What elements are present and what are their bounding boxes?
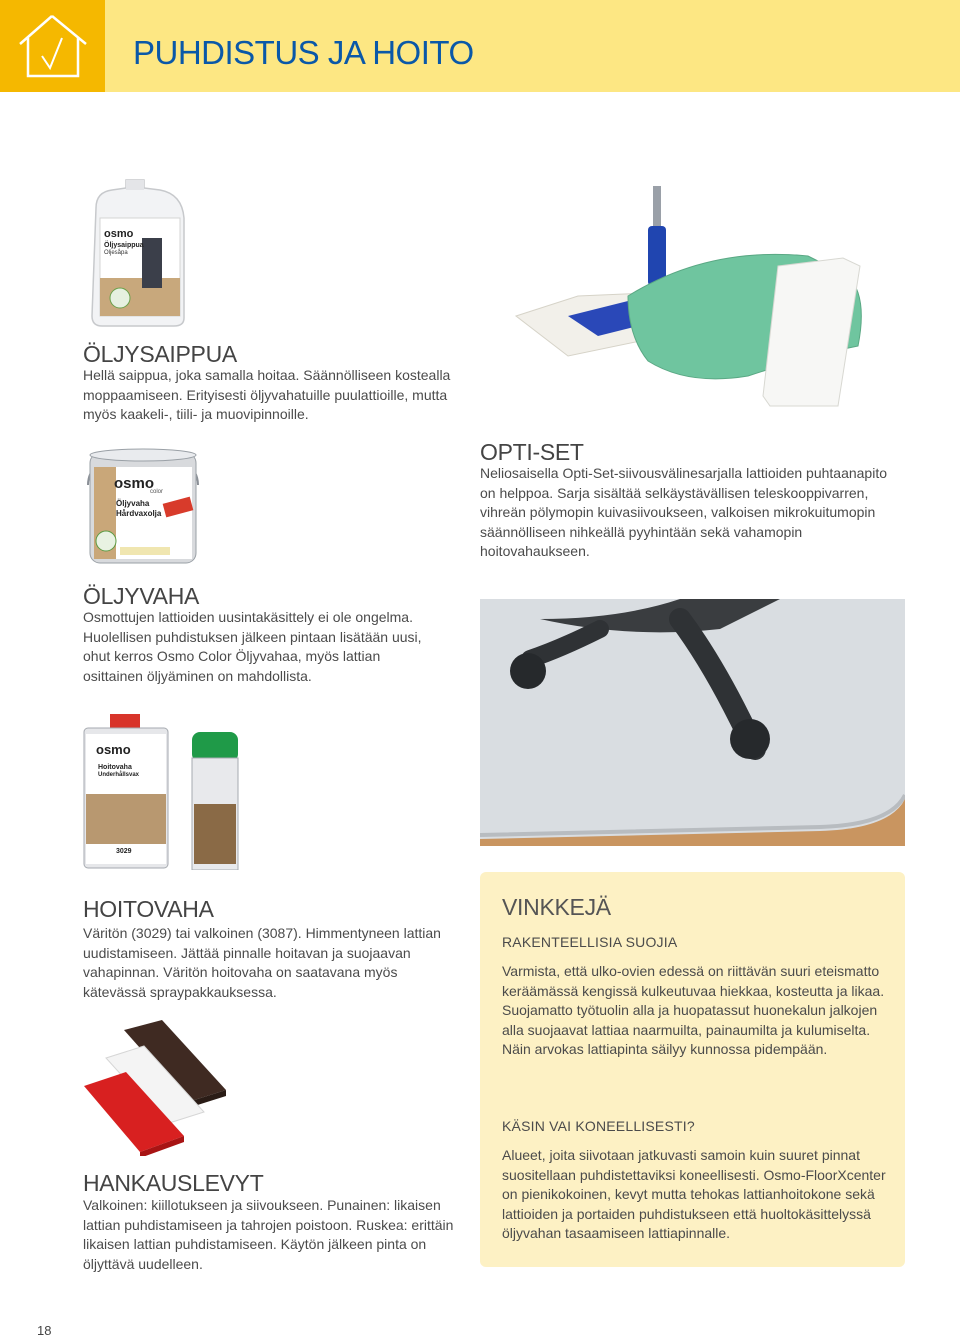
tips-section-2-heading: KÄSIN VAI KONEELLISESTI? [502,1118,695,1134]
oljysaippua-title: ÖLJYSAIPPUA [83,341,237,367]
hoitovaha-text: Väritön (3029) tai valkoinen (3087). Himmentyneen lattian uudistamiseen. Jättää pinnalle hoitavan ja suojaavan vahapinnan. Väritön hoitovaha on saatavana myös kätevässä spraypakkauksessa. [83,925,441,1000]
oljyvaha-label-brand: osmo [114,475,155,492]
chair-mat-photo [480,599,905,846]
tips-title: VINKKEJÄ [502,894,611,920]
hankauslevyt-product-image [84,1020,229,1156]
oljyvaha-label-sub: color [150,489,164,495]
oljyvaha-label-name2: Hårdvaxolja [116,509,162,518]
oljyvaha-title: ÖLJYVAHA [83,583,200,609]
oljysaippua-text: Hellä saippua, joka samalla hoitaa. Säännölliseen kostealla moppaamiseen. Erityisesti öljyvahatuille puulattioille, mutta myös kaakeli-, tiili- ja muovipinnoille. [83,367,451,422]
house-check-icon [0,0,105,92]
hoitovaha-label-brand: osmo [96,742,131,757]
hoitovaha-title: HOITOVAHA [83,896,214,922]
hankauslevyt-text: Valkoinen: kiillotukseen ja siivoukseen. Punainen: likaisen lattian puhdistamiseen ja tahrojen poistoon. Ruskea: erittäin likaisen lattian puhdistamiseen. Käytön jälkeen pinta on öljyttävä uudelleen. [83,1197,454,1272]
oljyvaha-label-name: Öljyvaha [116,499,150,508]
optiset-product-image [508,186,873,412]
page-number: 18 [37,1323,52,1338]
hoitovaha-label-name2: Underhållsvax [98,772,140,778]
tips-section-1-text: Varmista, että ulko-ovien edessä on riittävän suuri eteismatto keräämässä kengissä kulkeutuvaa hiekkaa, kosteutta ja likaa. Suojamatto työtuolin alla ja huopatassut huonekalun jalkojen alla suojaavat lattiaa naarmuilta, painaumilta ja kulumiselta. Näin arvokas lattiapinta säilyy kunnossa pidempään. [502,963,885,1057]
oljysaippua-product-image [86,178,190,328]
hankauslevyt-title: HANKAUSLEVYT [83,1170,264,1196]
oljysaippua-label-name: Öljysaippua [104,242,144,249]
oljyvaha-product-image [84,445,202,565]
tips-section-2-text: Alueet, joita siivotaan jatkuvasti samoin kuin suuret pinnat suositellaan puhdistettaviksi koneellisesti. Osmo-FloorXcenter on pienikokoinen, kevyt mutta tehokas lattianhoitokone sekä lattioiden ja portaiden puhdistukseen että huoltokäsittelyssä öljyvahan tasaamiseen lattiapinnalle. [502,1147,886,1241]
hoitovaha-label-code: 3029 [116,848,132,855]
hoitovaha-label-name: Hoitovaha [98,764,132,771]
page-title: PUHDISTUS JA HOITO [133,34,474,71]
tips-box [480,872,905,1267]
page-header [0,0,960,92]
optiset-title: OPTI-SET [480,439,584,465]
oljyvaha-text: Osmottujen lattioiden uusintakäsittely ei ole ongelma. Huolellisen puhdistuksen jälkeen pintaan lisätään uusi, ohut kerros Osmo Color Öljyvahaa, myös lattian osittainen öljyäminen on mahdollista. [83,609,422,684]
tips-section-1-heading: RAKENTEELLISIA SUOJIA [502,934,678,950]
oljysaippua-label-brand: osmo [104,228,134,240]
hoitovaha-product-image [82,714,242,870]
optiset-text: Neliosaisella Opti-Set-siivousvälinesarjalla lattioiden puhtaanapito on helppoa. Sarja sisältää selkäystävällisen teleskooppivarren, vihreän pölymopin kuivasiivoukseen, valkoisen mikrokuitumopin säännölliseen nihkeällä pyyhintään sekä vahamopin hoitovahaukseen. [480,465,888,559]
oljysaippua-label-name2: Oljesåpa [104,250,128,256]
